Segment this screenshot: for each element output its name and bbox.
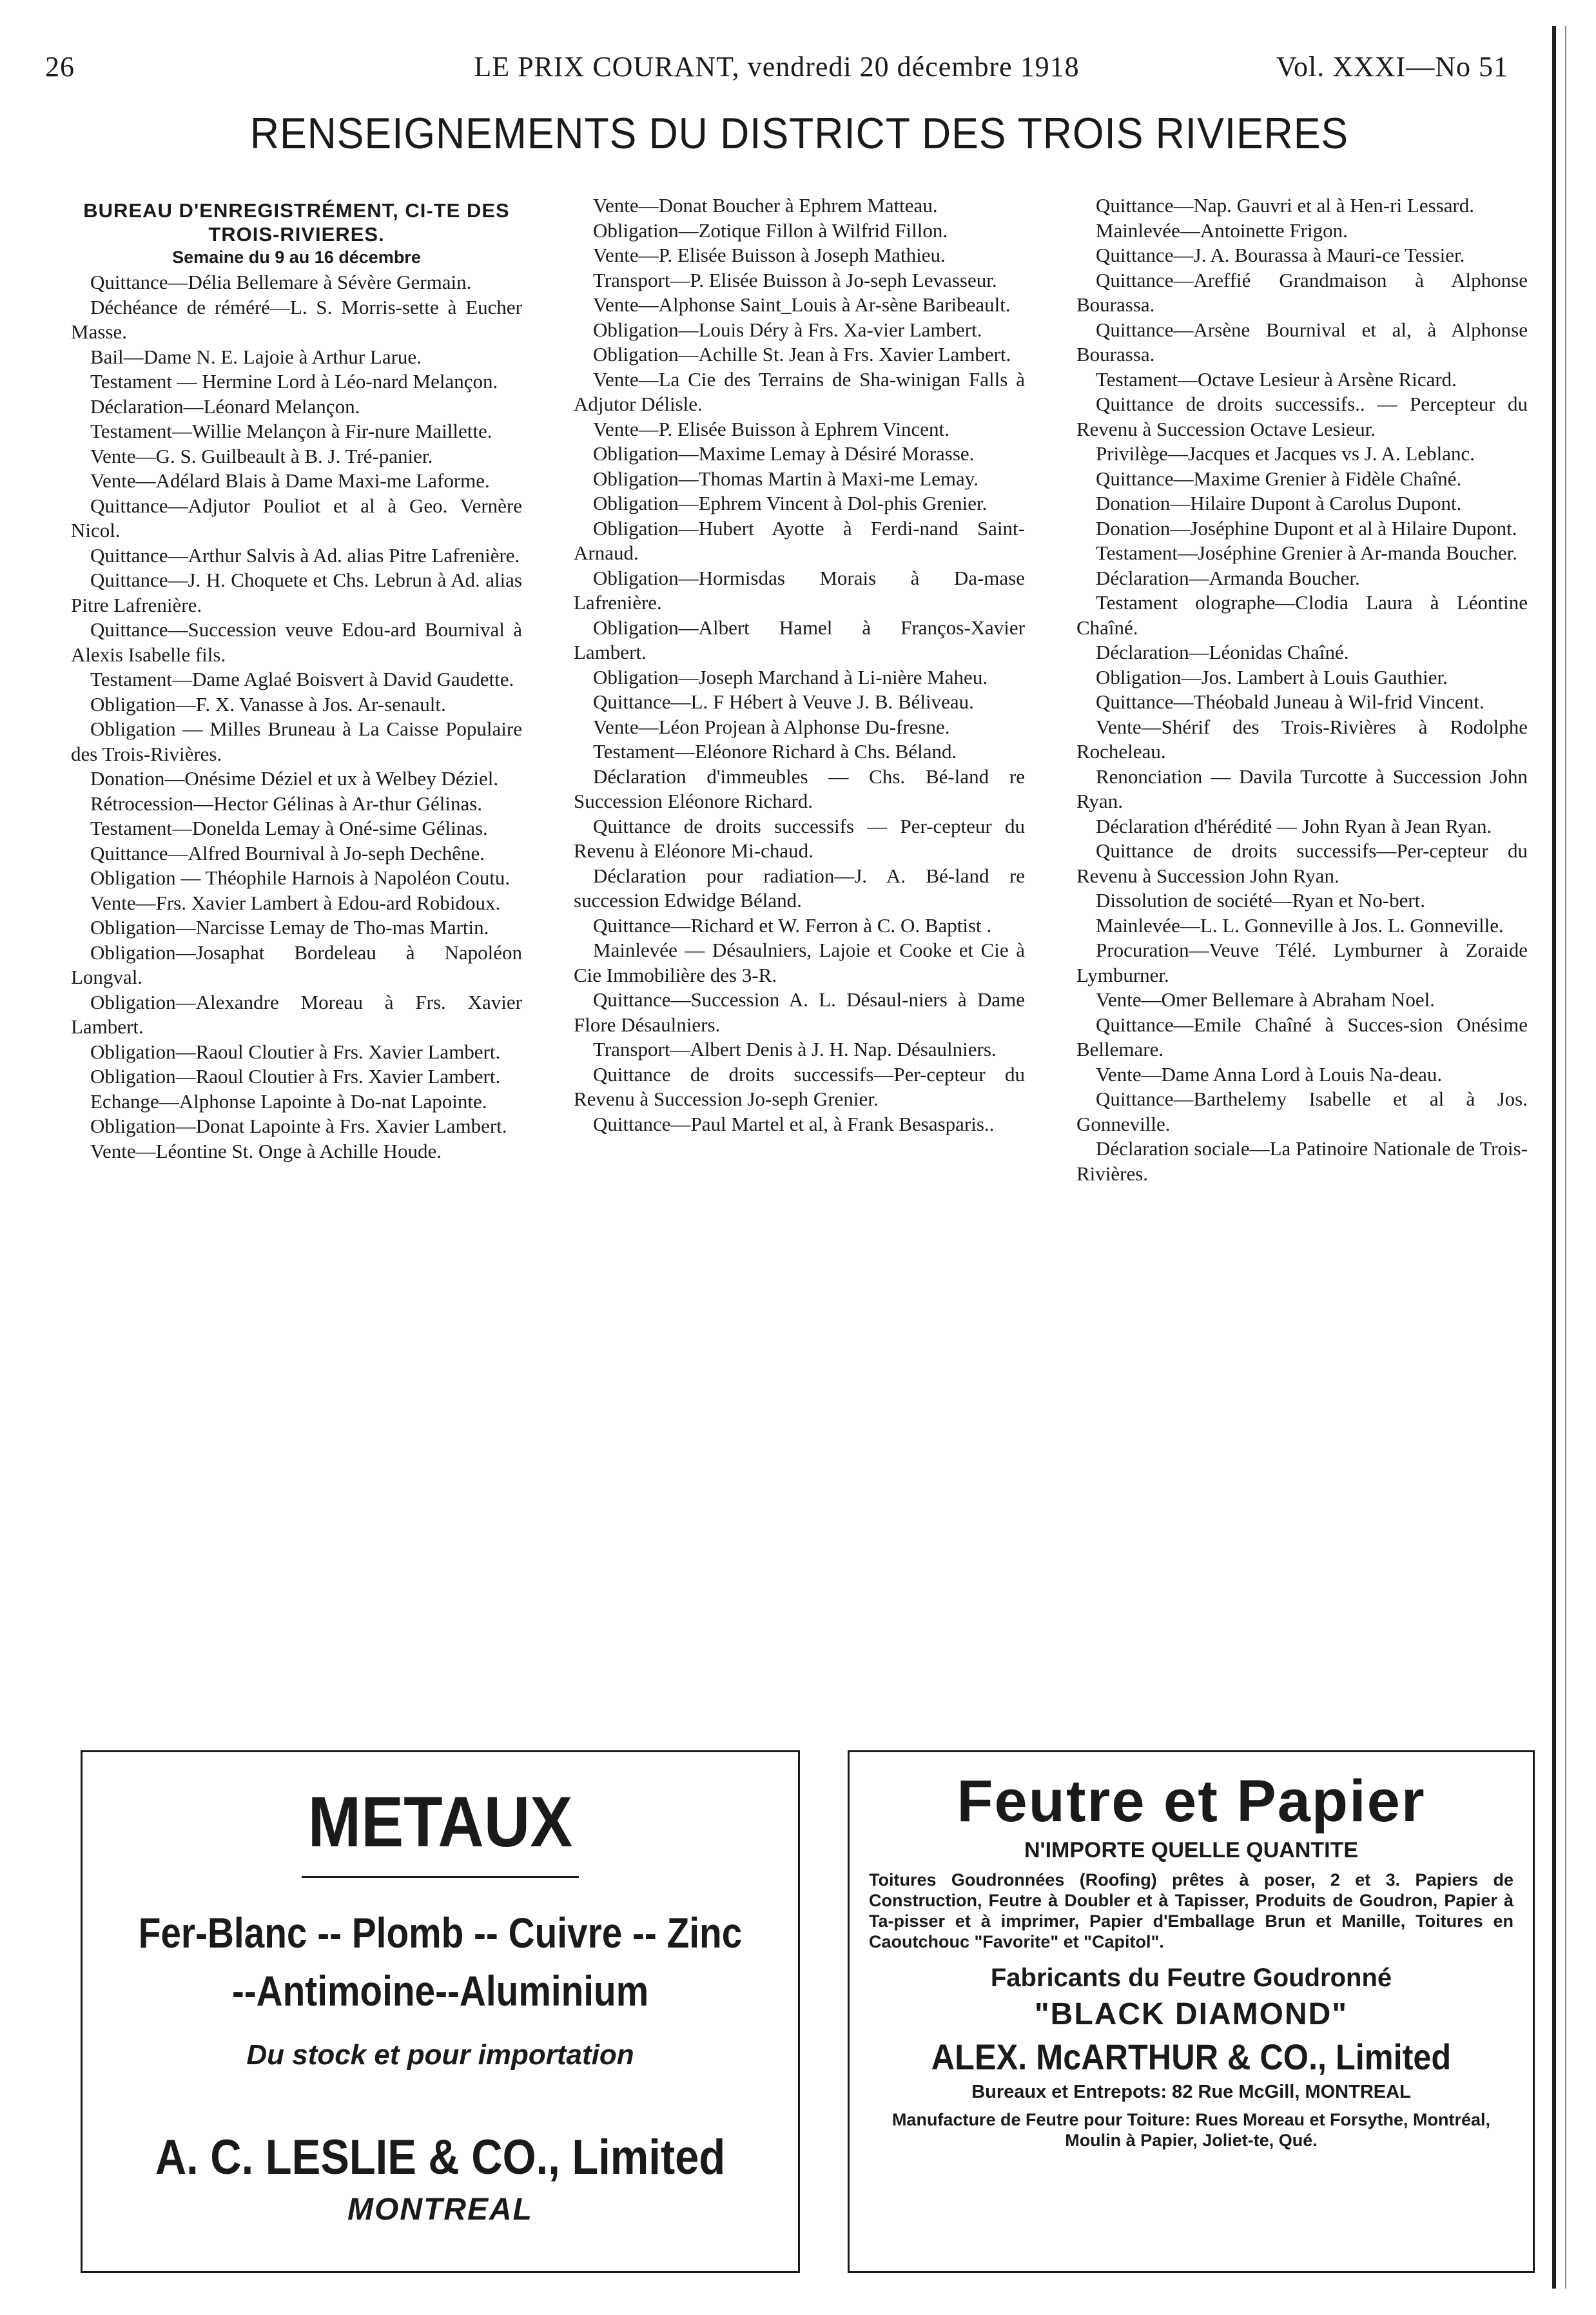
register-entry: Quittance de droits successifs—Per-cepteur du Revenu à Succession John Ryan. [1076,839,1528,887]
register-entry: Obligation—Albert Hamel à Franços-Xavier Lambert. [574,616,1025,663]
page-number: 26 [45,51,75,83]
column-1-entries [71,270,522,1164]
register-entry: Renonciation — Davila Turcotte à Succession John Ryan. [1076,765,1528,812]
ad-feutre-subtitle: N'IMPORTE QUELLE QUANTITE [1024,1838,1359,1862]
ad-metaux [81,1750,800,2273]
register-entry: Testament—Joséphine Grenier à Ar-manda Boucher. [1096,542,1518,564]
register-entry: Testament—Eléonore Richard à Chs. Béland. [593,740,957,763]
register-entry: Déclaration—Léonard Melançon. [90,395,360,418]
ad-feutre [848,1750,1535,2273]
register-entry: Obligation — Théophile Harnois à Napoléon Coutu. [90,866,511,889]
page-edge-rule-thin [1565,26,1566,2289]
register-entry: Procuration—Veuve Télé. Lymburner à Zoraide Lymburner. [1076,939,1528,986]
register-entry: Obligation—Zotique Fillon à Wilfrid Fillon. [593,219,948,242]
register-entry: Vente—La Cie des Terrains de Sha-winigan Falls à Adjutor Délisle. [574,367,1025,415]
register-entry: Obligation—Narcisse Lemay de Tho-mas Martin. [90,916,489,939]
register-entry: Quittance—Alfred Bournival à Jo-seph Dechêne. [90,841,485,864]
register-entry: Vente—Léontine St. Onge à Achille Houde. [90,1139,442,1162]
ad-metaux-rule [302,1876,579,1878]
register-entry: Quittance—Nap. Gauvri et al à Hen-ri Lessard. [1096,194,1475,217]
register-entry: Déchéance de réméré—L. S. Morris-sette à Eucher Masse. [71,295,522,343]
register-entry: Obligation—Hubert Ayotte à Ferdi-nand Saint-Arnaud. [574,516,1025,564]
register-entry: Quittance—Succession A. L. Désaul-niers à Dame Flore Désaulniers. [574,988,1025,1036]
page-title: RENSEIGNEMENTS DU DISTRICT DES TROIS RIVIERES [249,109,1349,158]
register-entry: Obligation—Alexandre Moreau à Frs. Xavier Lambert. [71,990,522,1038]
register-columns [71,193,1528,1721]
column-3-entries [1076,193,1528,1186]
register-entry: Vente—Shérif des Trois-Rivières à Rodolphe Rocheleau. [1076,715,1528,763]
week-subheading: Semaine du 9 au 16 décembre [172,248,421,267]
register-entry: Quittance—Arthur Salvis à Ad. alias Pitre Lafrenière. [90,543,520,567]
register-entry: Vente—Omer Bellemare à Abraham Noel. [1096,988,1435,1011]
register-entry: Quittance—Succession veuve Edou-ard Bournival à Alexis Isabelle fils. [71,618,522,666]
register-entry: Quittance de droits successifs — Per-cepteur du Revenu à Eléonore Mi-chaud. [574,814,1025,862]
ad-feutre-title: Feutre et Papier [957,1768,1426,1834]
register-entry: Obligation—F. X. Vanasse à Jos. Ar-senault. [90,692,446,716]
register-entry: Vente—Frs. Xavier Lambert à Edou-ard Robidoux. [90,891,501,914]
register-entry: Transport—Albert Denis à J. H. Nap. Désaulniers. [593,1038,997,1060]
register-entry: Quittance—L. F Hébert à Veuve J. B. Béliveau. [593,690,974,713]
ad-metaux-company: A. C. LESLIE & CO., Limited [155,2130,726,2185]
register-entry: Testament—Willie Melançon à Fir-nure Maillette. [90,420,492,442]
ad-feutre-products: Toitures Goudronnées (Roofing) prêtes à poser, 2 et 3. Papiers de Construction, Feutre à Doubler et à Tapisser, Produits de Goudron, Papier à Ta-pisser et à imprimer, Papier d'Emballage Brun et Manille, Toitures en Caoutchouc "Favorite" et "Capitol". [869,1870,1513,1951]
register-entry: Vente—Donat Boucher à Ephrem Matteau. [593,194,938,217]
register-entry: Obligation—Jos. Lambert à Louis Gauthier. [1096,665,1448,689]
register-entry: Testament—Dame Aglaé Boisvert à David Gaudette. [90,668,514,690]
ad-metaux-metals [133,1904,748,2020]
register-entry: Quittance—Délia Bellemare à Sévère Germain. [90,271,472,293]
column-2-entries [574,193,1025,1137]
register-entry: Rétrocession—Hector Gélinas à Ar-thur Gélinas. [90,792,483,815]
register-entry: Quittance—Maxime Grenier à Fidèle Chaîné. [1096,467,1462,490]
register-entry: Obligation—Joseph Marchand à Li-nière Maheu. [593,665,988,689]
ad-feutre-address: Bureaux et Entrepots: 82 Rue McGill, MONTREAL [971,2082,1411,2102]
register-entry: Mainlevée — Désaulniers, Lajoie et Cooke et Cie à Cie Immobilière des 3-R. [574,939,1025,986]
register-entry: Vente—Léon Projean à Alphonse Du-fresne. [593,715,950,738]
register-entry: Obligation—Donat Lapointe à Frs. Xavier Lambert. [90,1115,507,1137]
register-entry: Vente—G. S. Guilbeault à B. J. Tré-panier. [90,444,433,467]
ad-feutre-brand: "BLACK DIAMOND" [1034,1997,1348,2031]
register-entry: Vente—P. Elisée Buisson à Ephrem Vincent. [593,417,949,440]
publication-line: LE PRIX COURANT, vendredi 20 décembre 1918 [474,51,1080,83]
register-entry: Obligation—Hormisdas Morais à Da-mase Lafrenière. [574,566,1025,614]
register-entry: Quittance—Adjutor Pouliot et al à Geo. Vernère Nicol. [71,494,522,542]
register-entry: Quittance—Richard et W. Ferron à C. O. Baptist . [593,913,992,937]
register-entry: Testament—Donelda Lemay à Oné-sime Gélinas. [90,817,488,839]
ad-metaux-city: MONTREAL [347,2193,533,2227]
ad-metaux-stock: Du stock et pour importation [246,2039,634,2071]
ad-feutre-manufacture: Manufacture de Feutre pour Toiture: Rues Moreau et Forsythe, Montréal, Moulin à Papier, Joliet-te, Qué. [891,2110,1491,2150]
register-entry: Déclaration pour radiation—J. A. Bé-land re succession Edwidge Béland. [574,864,1025,912]
page-edge-rule [1552,26,1556,2289]
ad-metaux-metals-line1: Fer-Blanc -- Plomb -- Cuivre -- Zinc [138,1909,743,1957]
register-entry: Mainlevée—Antoinette Frigon. [1096,219,1348,242]
register-entry: Testament olographe—Clodia Laura à Léontine Chaîné. [1076,591,1528,639]
register-entry: Obligation—Ephrem Vincent à Dol-phis Grenier. [593,492,988,514]
register-entry: Testament—Octave Lesieur à Arsène Ricard. [1096,367,1457,391]
register-entry: Quittance de droits successifs—Per-cepteur du Revenu à Succession Jo-seph Grenier. [574,1062,1025,1110]
ad-metaux-title: METAUX [307,1783,573,1862]
register-entry: Testament — Hermine Lord à Léo-nard Melançon. [90,370,498,393]
register-entry: Vente—P. Elisée Buisson à Joseph Mathieu. [593,244,946,266]
register-entry: Vente—Dame Anna Lord à Louis Na-deau. [1096,1062,1443,1086]
register-entry: Obligation—Raoul Cloutier à Frs. Xavier Lambert. [90,1065,501,1088]
column-2 [574,193,1025,1137]
column-3 [1076,193,1528,1186]
register-entry: Vente—Adélard Blais à Dame Maxi-me Laforme. [90,469,490,492]
register-entry: Obligation—Louis Déry à Frs. Xa-vier Lambert. [593,318,982,341]
register-entry: Donation—Hilaire Dupont à Carolus Dupont. [1096,492,1462,514]
register-entry: Déclaration—Armanda Boucher. [1096,566,1360,589]
register-entry: Obligation—Thomas Martin à Maxi-me Lemay. [593,467,979,490]
register-entry: Privilège—Jacques et Jacques vs J. A. Leblanc. [1096,442,1475,465]
register-entry: Mainlevée—L. L. Gonneville à Jos. L. Gonneville. [1096,913,1504,937]
register-entry: Quittance—Arsène Bournival et al, à Alphonse Bourassa. [1076,318,1528,366]
ad-metaux-metals-line2: --Antimoine--Aluminium [231,1967,649,2015]
register-entry: Transport—P. Elisée Buisson à Jo-seph Levasseur. [593,268,997,291]
register-entry: Bail—Dame N. E. Lajoie à Arthur Larue. [90,345,422,368]
column-1 [71,193,522,1164]
register-entry: Echange—Alphonse Lapointe à Do-nat Lapointe. [90,1089,487,1113]
ad-feutre-company: ALEX. McARTHUR & CO., Limited [931,2037,1452,2077]
bureau-heading: BUREAU D'ENREGISTRÉMENT, CI-TE DES TROIS-RIVIERES. [83,199,510,246]
running-header [45,45,1508,90]
register-entry: Déclaration—Léonidas Chaîné. [1096,641,1349,663]
register-entry: Quittance—J. H. Choquete et Chs. Lebrun à Ad. alias Pitre Lafrenière. [71,569,522,616]
volume-number: Vol. XXXI—No 51 [1276,51,1508,83]
advertisements [81,1750,1537,2279]
register-entry: Déclaration d'hérédité — John Ryan à Jean Ryan. [1096,814,1492,837]
register-entry: Quittance—Paul Martel et al, à Frank Besasparis.. [593,1112,995,1135]
register-entry: Quittance—Théobald Juneau à Wil-frid Vincent. [1096,690,1484,713]
register-entry: Obligation—Josaphat Bordeleau à Napoléon Longval. [71,941,522,988]
ad-feutre-fabricants: Fabricants du Feutre Goudronné [990,1964,1392,1992]
register-entry: Obligation—Maxime Lemay à Désiré Morasse. [593,442,975,465]
register-entry: Déclaration sociale—La Patinoire Nationale de Trois-Rivières. [1076,1137,1528,1185]
register-entry: Quittance—Emile Chaîné à Succes-sion Onésime Bellemare. [1076,1013,1528,1060]
register-entry: Déclaration d'immeubles — Chs. Bé-land re Succession Eléonore Richard. [574,765,1025,812]
register-entry: Quittance—J. A. Bourassa à Mauri-ce Tessier. [1096,244,1465,266]
register-entry: Dissolution de société—Ryan et No-bert. [1096,889,1426,912]
register-entry: Quittance—Areffié Grandmaison à Alphonse Bourassa. [1076,268,1528,316]
register-entry: Donation—Onésime Déziel et ux à Welbey Déziel. [90,767,499,790]
register-entry: Obligation—Raoul Cloutier à Frs. Xavier Lambert. [90,1040,501,1063]
register-entry: Donation—Joséphine Dupont et al à Hilaire Dupont. [1096,516,1517,540]
register-entry: Quittance—Barthelemy Isabelle et al à Jos. Gonneville. [1076,1088,1528,1135]
register-entry: Vente—Alphonse Saint_Louis à Ar-sène Baribeault. [593,293,1011,316]
register-entry: Obligation — Milles Bruneau à La Caisse Populaire des Trois-Rivières. [71,718,522,765]
register-entry: Quittance de droits successifs.. — Percepteur du Revenu à Succession Octave Lesieur. [1076,393,1528,440]
register-entry: Obligation—Achille St. Jean à Frs. Xavier Lambert. [593,343,1011,366]
